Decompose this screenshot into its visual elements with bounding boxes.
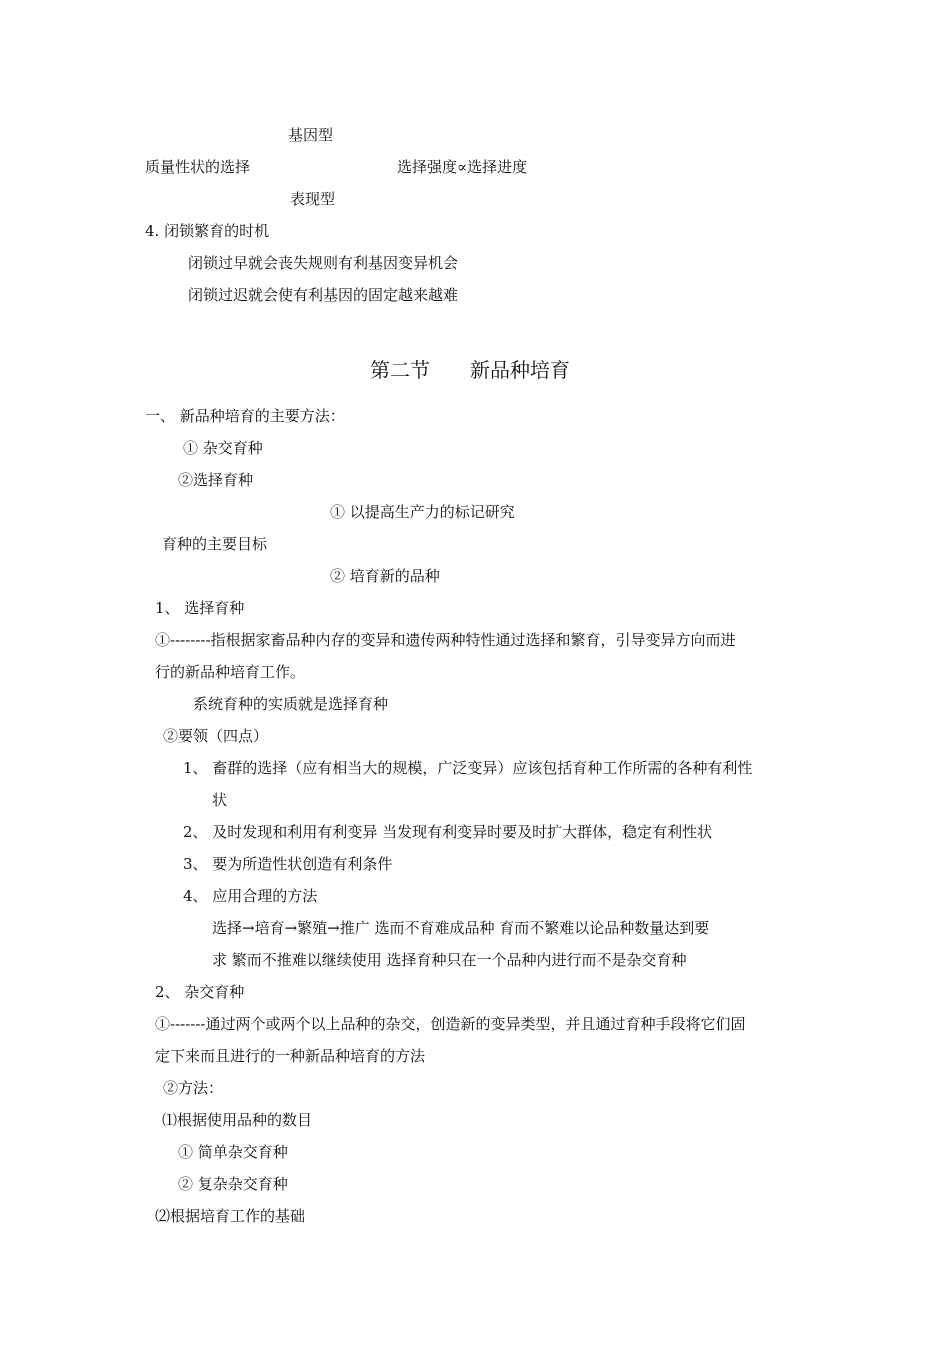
section-heading: 第二节 新品种培育 [370,358,570,382]
key-points-title: ②要领（四点） [163,727,269,745]
key-point-4: 4、 应用合理的方法 [183,887,318,905]
methods-title: ②方法： [163,1079,224,1097]
quality-trait-selection: 质量性状的选择 [145,158,251,176]
complex-crossbreeding: ② 复杂杂交育种 [178,1175,288,1193]
key-point-3: 3、 要为所造性状创造有利条件 [183,855,393,873]
crossbreeding-definition-line2: 定下来而且进行的一种新品种培育的方法 [155,1047,426,1065]
key-point-4-detail-line2: 求 繁而不推难以继续使用 选择育种只在一个品种内进行而不是杂交育种 [212,951,687,969]
selection-essence: 系统育种的实质就是选择育种 [193,695,389,713]
key-point-2: 2、 及时发现和利用有利变异 当发现有利变异时要及时扩大群体，稳定有利性状 [183,823,713,841]
selection-title: 1、 选择育种 [155,599,245,617]
key-point-1-line1: 1、 畜群的选择（应有相当大的规模，广泛变异）应该包括育种工作所需的各种有利性 [183,759,753,777]
method-crossbreeding: ① 杂交育种 [183,439,263,457]
section4-title: 4. 闭锁繁育的时机 [145,222,270,240]
intensity-progress-relation: 选择强度∝选择进度 [397,158,528,176]
breeding-goals-label: 育种的主要目标 [162,535,268,553]
selection-definition-line2: 行的新品种培育工作。 [155,663,306,681]
part1-title: 一、 新品种培育的主要方法： [145,407,345,425]
genotype-label: 基因型 [288,126,334,144]
key-point-1-line2: 状 [212,791,228,809]
phenotype-label: 表现型 [290,190,336,208]
section4-early-closure: 闭锁过早就会丧失规则有利基因变异机会 [188,254,459,272]
selection-definition-line1: ①--------指根据家畜品种内存的变异和遗传两种特性通过选择和繁育，引导变异方向而进 [155,631,736,649]
crossbreeding-title: 2、 杂交育种 [155,983,245,1001]
method-selection: ②选择育种 [178,471,254,489]
breeding-goal-2: ② 培育新的品种 [330,567,440,585]
section4-late-closure: 闭锁过迟就会使有利基因的固定越来越难 [188,286,459,304]
key-point-4-detail-line1: 选择→培育→繁殖→推广 选而不育难成品种 育而不繁难以论品种数量达到要 [212,919,710,937]
by-breed-number: ⑴根据使用品种的数目 [162,1111,313,1129]
breeding-goal-1: ① 以提高生产力的标记研究 [330,503,515,521]
crossbreeding-definition-line1: ①-------通过两个或两个以上品种的杂交，创造新的变异类型，并且通过育种手段将它们固 [155,1015,746,1033]
by-breeding-basis: ⑵根据培育工作的基础 [155,1207,306,1225]
simple-crossbreeding: ① 简单杂交育种 [178,1143,288,1161]
